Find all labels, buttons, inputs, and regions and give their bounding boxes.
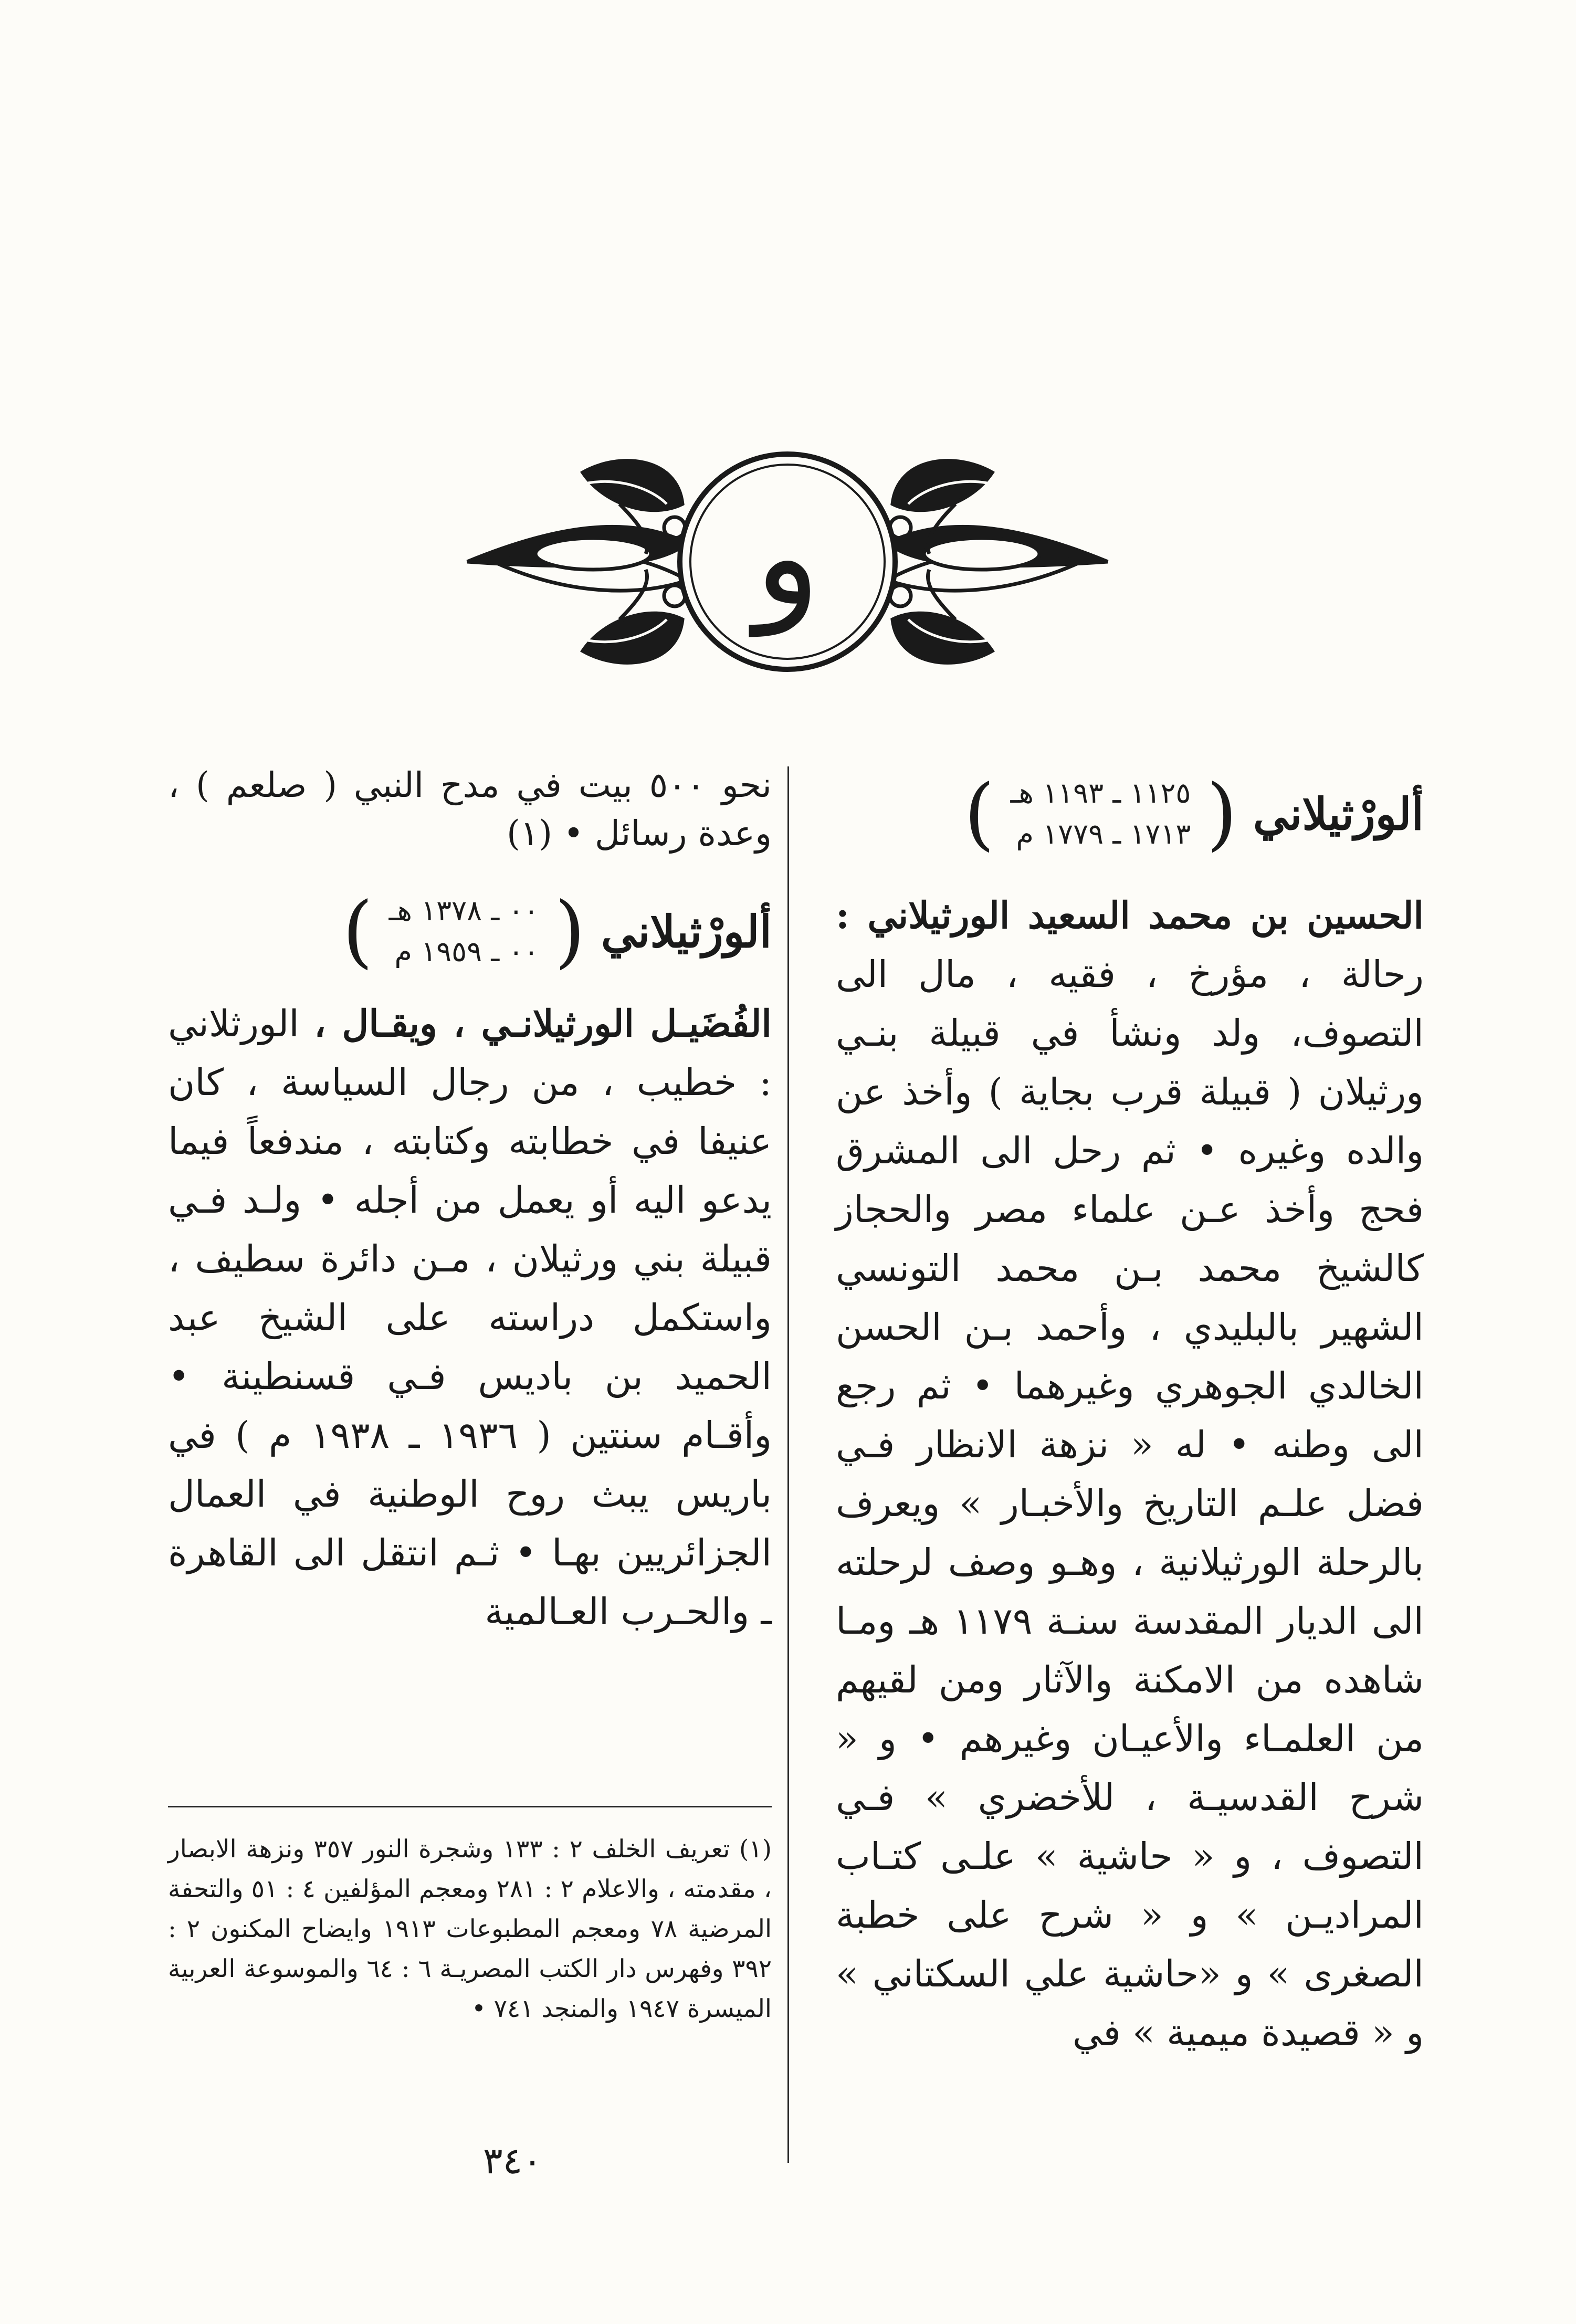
entry-continuation: نحو ٥٠٠ بيت في مدح النبي ( صلعم ) ، وعدة رسائل • (١) <box>168 765 772 854</box>
open-paren: ( <box>1206 768 1237 859</box>
footnote-rule <box>168 1806 772 1807</box>
ornament-letter: و <box>754 478 821 636</box>
left-column <box>168 761 772 1641</box>
ornamental-vignette-icon <box>462 441 1113 682</box>
close-paren: ) <box>342 886 373 977</box>
footnote: (١) تعريف الخلف ٢ : ١٣٣ وشجرة النور ٣٥٧ ونزهة الابصار ، مقدمته ، والاعلام ٢ : ٢٨١ ومعجم المؤلفين ٤ : ٥١ والتحفة المرضية ٧٨ ومعجم المطبوعات ١٩١٣ وايضاح المكنون ٢ : ٣٩٢ وفهرس دار الكتب المصريـة ٦ : ٦٤ والموسوعة العربية الميسرة ١٩٤٧ والمنجد ٧٤١ • <box>168 1835 772 2023</box>
dates-hijri: ١١٢٥ ـ ١١٩٣ هـ <box>1010 776 1191 809</box>
entry-heading <box>168 879 772 984</box>
close-paren: ) <box>964 768 995 859</box>
dates-gregorian: ١٧١٣ ـ ١٧٧٩ م <box>1016 817 1191 850</box>
entry-lead: الحسين بن محمد السعيد الورثيلاني : <box>836 893 1424 937</box>
entry-text <box>836 886 1424 2062</box>
entry-body: الورثلاني : خطيب ، من رجال السياسة ، كان عنيفا في خطابته وكتابته ، مندفعاً فيما يدعو اليه أو يعمل من أجله • ولـد فـي قبيلة بني ورثيلان ، مـن دائرة سطيف ، واستكمل دراسته على الشيخ عبد الحميد بن باديس فـي قسنطينة • وأقـام سنتين ( ١٩٣٦ ـ ١٩٣٨ م ) في باريس يبث روح الوطنية في العمال الجزائريين بهـا • ثـم انتقل الى القاهرة ـ والحـرب العـالمية <box>168 1002 772 1633</box>
page-number: ٣٤٠ <box>483 2139 542 2182</box>
entry-dates <box>389 890 539 972</box>
entry-name: ألورْثيلاني <box>601 905 772 958</box>
dates-gregorian: ٠٠ ـ ١٩٥٩ م <box>394 935 539 968</box>
entry-body: رحالة ، مؤرخ ، فقيه ، مال الى التصوف، ولد ونشأ في قبيلة بنـي ورثيلان ( قبيلة قرب بجاية ) وأخذ عن والده وغيره • ثم رحل الى المشرق فحج وأخذ عـن علماء مصر والحجاز كالشيخ محمد بـن محمد التونسي الشهير بالبليدي ، وأحمد بـن الحسن الخالدي الجوهري وغيرهما • ثم رجع الى وطنه • له « نزهة الانظار فـي فضل علـم التاريخ والأخبـار » ويعرف بالرحلة الورثيلانية ، وهـو وصف لرحلته الى الديار المقدسة سنـة ١١٧٩ هـ ومـا شاهده من الامكنة والآثار ومن لقيهم من العلمـاء والأعيـان وغيرهم • و « شرح القدسيـة ، للأخضري » فـي التصوف ، و « حاشية » علـى كتـاب المراديـن » و « شرح على خطبة الصغرى » و «حاشية علي السكتاني » و « قصيدة ميمية » في <box>836 953 1424 2054</box>
entry-text <box>168 994 772 1641</box>
entry-dates <box>1011 773 1191 855</box>
entry-lead: الفُضَيـل الورثيلانـي ، ويقـال ، <box>314 1002 772 1045</box>
dates-hijri: ٠٠ ـ ١٣٧٨ هـ <box>388 894 539 927</box>
column-divider <box>787 766 789 2163</box>
right-column <box>836 761 1424 2062</box>
entry-name: ألورْثيلاني <box>1253 787 1424 840</box>
open-paren: ( <box>554 886 585 977</box>
entry-heading <box>836 761 1424 866</box>
